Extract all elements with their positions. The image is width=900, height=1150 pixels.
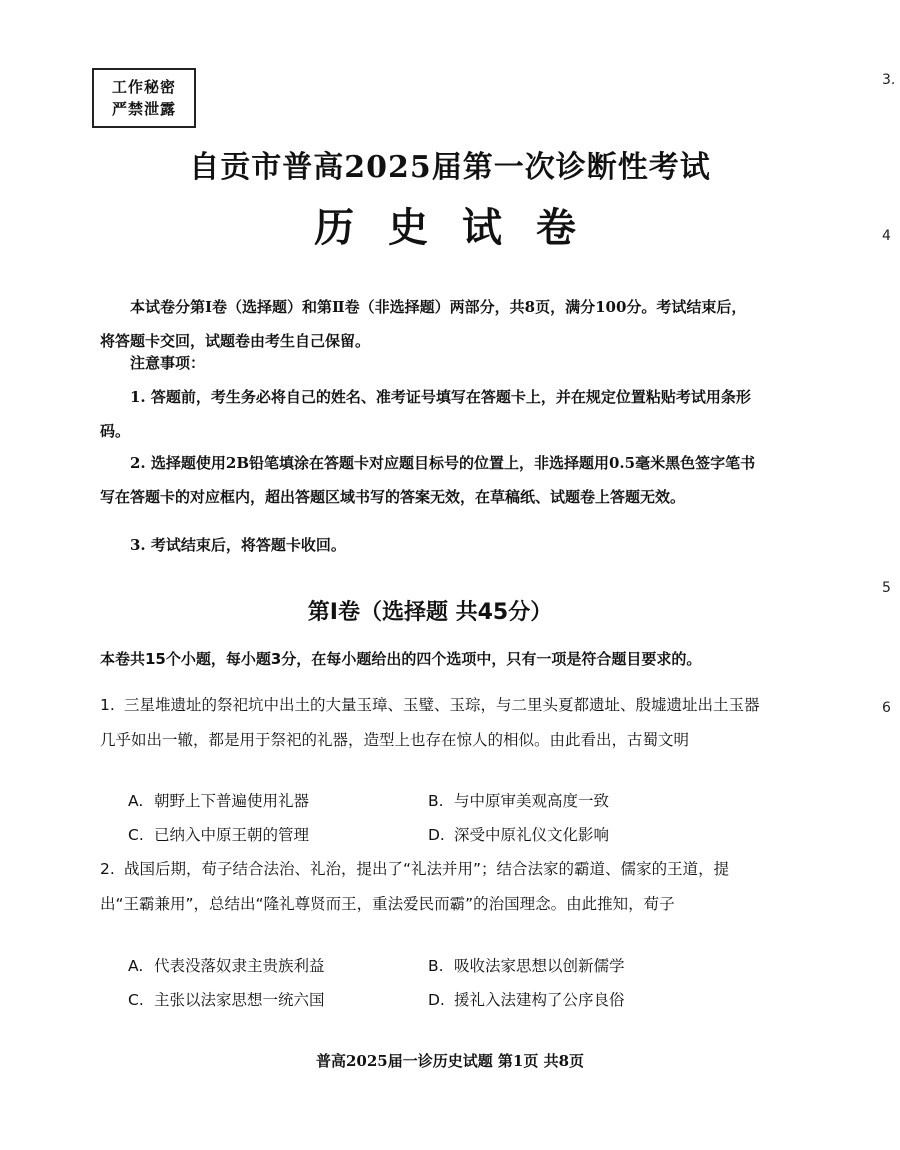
question-2: [100, 852, 760, 922]
question-stem: 三星堆遗址的祭祀坑中出土的大量玉璋、玉璧、玉琮，与二里头夏都遗址、殷墟遗址出土玉器几乎如出一辙，都是用于祭祀的礼器，造型上也存在惊人的相似。由此看出，古蜀文明: [100, 696, 760, 749]
section-description: 本卷共15个小题，每小题3分，在每小题给出的四个选项中，只有一项是符合题目要求的。: [100, 650, 702, 668]
margin-mark: 6: [882, 700, 891, 716]
stamp-line-1: 工作秘密: [111, 78, 176, 96]
notice-heading: 注意事项：: [130, 354, 206, 372]
margin-mark: 4: [882, 228, 891, 244]
exam-intro: 本试卷分第Ⅰ卷（选择题）和第Ⅱ卷（非选择题）两部分，共8页，满分100分。考试结束后，将答题卡交回，试题卷由考生自己保留。: [100, 298, 747, 350]
question-1-options: [128, 783, 728, 851]
option-c: C. 已纳入中原王朝的管理: [128, 826, 310, 844]
margin-mark: 5: [882, 580, 891, 596]
confidential-stamp: [92, 68, 196, 128]
question-1: [100, 688, 760, 758]
notice-item: 2. 选择题使用2B铅笔填涂在答题卡对应题目标号的位置上，非选择题用0.5毫米黑色签字笔书写在答题卡的对应框内，超出答题区域书写的答案无效，在草稿纸、试题卷上答题无效。: [100, 454, 756, 506]
option-a: A. 朝野上下普遍使用礼器: [128, 792, 310, 810]
option-d: D. 援礼入法建构了公序良俗: [428, 991, 625, 1009]
margin-mark: 3.: [882, 72, 896, 88]
notice-item: 1. 答题前，考生务必将自己的姓名、准考证号填写在答题卡上，并在规定位置粘贴考试用条形码。: [100, 388, 751, 440]
page-footer: 普高2025届一诊历史试题 第1页 共8页: [315, 1052, 585, 1070]
option-a: A. 代表没落奴隶主贵族利益: [128, 957, 325, 975]
question-2-options: [128, 948, 728, 1016]
stamp-line-2: 严禁泄露: [111, 100, 176, 118]
exam-title: 自贡市普高2025届第一次诊断性考试: [189, 150, 711, 185]
question-number: 1.: [100, 696, 115, 714]
exam-subject: 历 史 试 卷: [314, 204, 586, 251]
option-d: D. 深受中原礼仪文化影响: [428, 826, 610, 844]
notice-item: 3. 考试结束后，将答题卡收回。: [130, 536, 346, 554]
option-b: B. 与中原审美观高度一致: [428, 792, 610, 810]
question-stem: 战国后期，荀子结合法治、礼治，提出了“礼法并用”；结合法家的霸道、儒家的王道，提出“王霸兼用”，总结出“隆礼尊贤而王，重法爱民而霸”的治国理念。由此推知，荀子: [100, 860, 730, 913]
option-b: B. 吸收法家思想以创新儒学: [428, 957, 625, 975]
question-number: 2.: [100, 860, 115, 878]
section-title: 第Ⅰ卷（选择题 共45分）: [307, 600, 553, 625]
option-c: C. 主张以法家思想一统六国: [128, 991, 325, 1009]
